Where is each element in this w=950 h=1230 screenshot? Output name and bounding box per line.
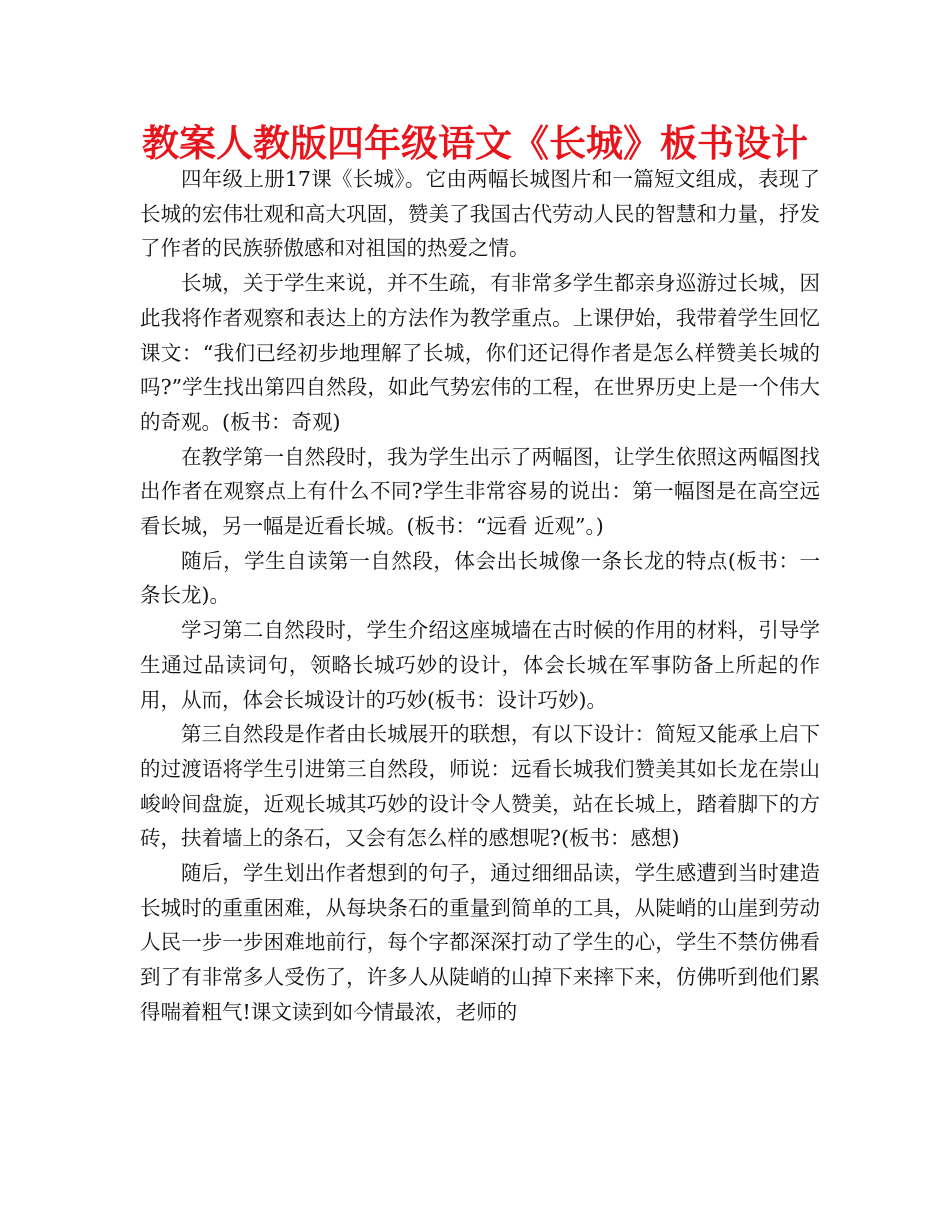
paragraph-5: 学习第二自然段时，学生介绍这座城墙在古时候的作用的材料，引导学生通过品读词句，领略长城巧妙的设计，体会长城在军事防备上所起的作用，从而，体会长城设计的巧妙(板书：设计巧妙)。 (140, 618, 820, 712)
paragraph-6: 第三自然段是作者由长城展开的联想，有以下设计：简短又能承上启下的过渡语将学生引进第三自然段，师说：远看长城我们赞美其如长龙在崇山峻岭间盘旋，近观长城其巧妙的设计令人赞美，站在长城上，踏着脚下的方砖，扶着墙上的条石，又会有怎么样的感想呢?(板书：感想) (140, 722, 820, 851)
paragraph-1: 四年级上册17课《长城》。它由两幅长城图片和一篇短文组成，表现了长城的宏伟壮观和高大巩固，赞美了我国古代劳动人民的智慧和力量，抒发了作者的民族骄傲感和对祖国的热爱之情。 (140, 167, 820, 261)
paragraph-2: 长城，关于学生来说，并不生疏，有非常多学生都亲身巡游过长城，因此我将作者观察和表达上的方法作为教学重点。上课伊始，我带着学生回忆课文：“我们已经初步地理解了长城，你们还记得作者是怎么样赞美长城的吗?”学生找出第四自然段，如此气势宏伟的工程，在世界历史上是一个伟大的奇观。(板书：奇观) (140, 271, 820, 434)
document-body (140, 162, 820, 1030)
paragraph-4: 随后，学生自读第一自然段，体会出长城像一条长龙的特点(板书：一条长龙)。 (140, 548, 820, 608)
paragraph-7: 随后，学生划出作者想到的句子，通过细细品读，学生感遭到当时建造长城时的重重困难，从每块条石的重量到简单的工具，从陡峭的山崖到劳动人民一步一步困难地前行，每个字都深深打动了学生的心，学生不禁仿佛看到了有非常多人受伤了，许多人从陡峭的山掉下来摔下来，仿佛听到他们累得喘着粗气!课文读到如今情最浓，老师的 (140, 861, 820, 1024)
document-title: 教案人教版四年级语文《长城》板书设计 (142, 122, 808, 165)
paragraph-3: 在教学第一自然段时，我为学生出示了两幅图，让学生依照这两幅图找出作者在观察点上有什么不同?学生非常容易的说出：第一幅图是在高空远看长城，另一幅是近看长城。(板书：“远看 近观”。) (140, 444, 820, 539)
